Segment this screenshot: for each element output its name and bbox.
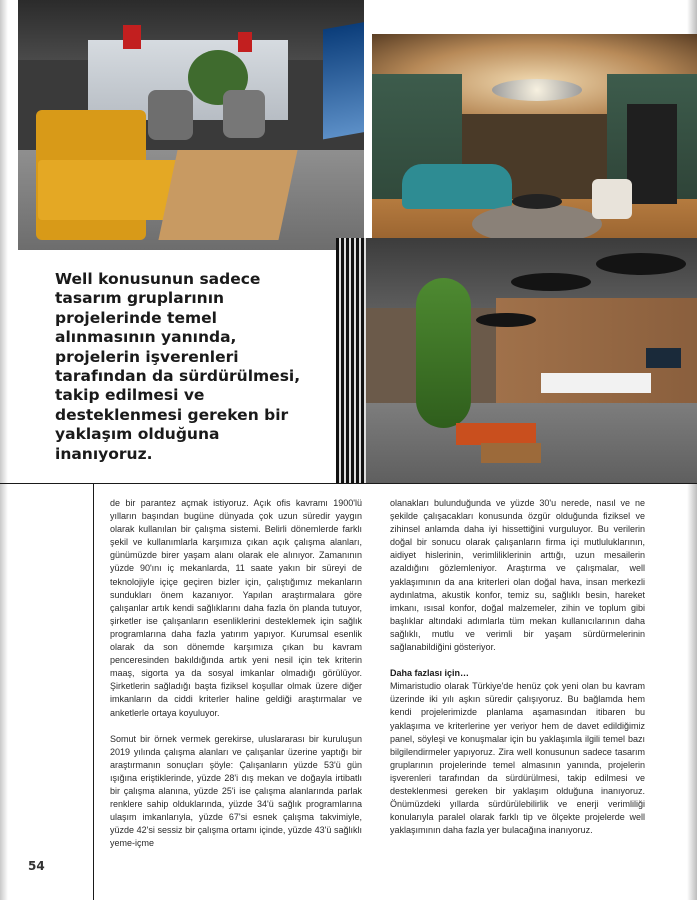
body-paragraph: de bir parantez açmak istiyoruz. Açık ofis kavramı 1900'lü yılların başından bugüne dünyada çok uzun süredir yaygın olarak kullanılan bir çalışma sistemi. Belirli dönemlerde farklı şekil ve kullanımlarla karşımıza çıkan açık çalışma alanları, günümüzde birer yaşam alanı olarak ele alınıyor. Zamanının yüzde 90'ını iç mekanlarda, 11 saate yakın bir süreyi de teknolojiyle içiçe geçiren bizler için, çalıştığımız mekanların sundukları önem kazanıyor. Yapılan araştırmalara göre çalışanlar artık kendi sağlıklarını daha fazla ön planda tutuyor, şirketler ise çalışanların esenliklerini desteklemek için sağlık programlarına daha fazla yatırım yapıyor. Kurumsal esenlik olarak da son dönemde karşımıza çıkan bu kavram penceresinden bakıldığında artık yeni nesil için tek kriterin maaş, sigorta ya da sosyal imkanlar olmadığı görülüyor. Şirketlerin sağladığı başta fiziksel koşullar olmak üzere diğer imkanların da ciddi kriterler haline geldiği araştırmalar ve anketlerle ortaya koyuluyor. [110, 498, 362, 718]
ceiling-disc [596, 253, 686, 275]
horizontal-divider [0, 483, 697, 484]
vertical-divider [93, 483, 94, 900]
ceiling-disc [476, 313, 536, 327]
wooden-table [158, 150, 297, 240]
striped-column [336, 238, 366, 483]
wall-screen [323, 21, 364, 140]
lounge-chair [223, 90, 265, 138]
body-paragraph: olanakları bulunduğunda ve yüzde 30'u nerede, nasıl ve ne şekilde çalışacakları konusunda özgür olduğunda fiziksel ve zihinsel anlamda daha iyi hissettiğini vurguluyor. Bu verilerin doğal bir sonucu olarak çalışanların firma içi mutluluklarının, aidiyet hislerinin, verimliliklerinin arttığı, uzun mesailerin azaldığını gözlemleniyor. Araştırma ve çalışmalar, well yaklaşımının da ana kriterleri olan doğal hava, insan merkezli aydınlatma, akustik konfor, temiz su, sağlıklı besin, hareket imkanı, ısısal konfor, doğal malzemeler, zihin ve toplum gibi başlıklar altındaki adımlarla tüm mekan kullanıcılarının daha sağlıklı, mutlu ve verimli bir yaşam sürdürmelerinin sağlanabildiğini gösteriyor. [390, 498, 645, 653]
body-paragraph: Somut bir örnek vermek gerekirse, uluslararası bir kuruluşun 2019 yılında çalışma alanları ve çalışanlar üzerine yaptığı bir araştırmanın sonuçları şöyle: Çalışanların yüzde 53'ü gün ışığına eriştiklerinde, yüzde 28'i dış mekan ve doğayla irtibatlı bir çalışma alanına, yüzde 25'i ise çalışma alanlarında parlak renklere sahip olduklarında, yüzde 34'ü sağlık programlarına ulaşım imkanlarıyla, yüzde 67'si esnek çalışma takvimiyle, yüzde 42'si sessiz bir çalışma ortamı içinde, yüzde 43'ü sağlıklı yeme-içme [110, 733, 362, 849]
green-wall-plant [416, 278, 471, 428]
shelf [627, 104, 677, 204]
right-text-column [390, 497, 645, 837]
round-lounge-photo [372, 34, 697, 258]
pendant-lamp [492, 79, 582, 101]
red-panel [238, 32, 252, 52]
white-table [541, 373, 651, 393]
teal-sofa [402, 164, 512, 209]
lounge-chair [592, 179, 632, 219]
office-lounge-photo [18, 0, 364, 250]
photo-gap [364, 0, 372, 34]
left-text-column [110, 497, 362, 850]
cafeteria-photo [336, 238, 697, 483]
ceiling-disc [511, 273, 591, 291]
wooden-bench [481, 443, 541, 463]
lounge-chair [148, 90, 193, 140]
pull-quote: Well konusunun sadece tasarım gruplarının projelerinde temel alınmasının yanında, projelerin işverenleri tarafından da sürdürülmesi, takip edilmesi ve desteklenmesi gereken bir yaklaşım olduğuna inanıyoruz. [55, 270, 301, 463]
red-panel [123, 25, 141, 49]
body-paragraph: Mimaristudio olarak Türkiye'de henüz çok yeni olan bu kavram üzerinde iki yılı aşkın süredir çalışıyoruz. Bu bağlamda hem kendi projelerimizde planlama aşamasından itibaren bu yaklaşıma ve kriterlerine yer veriyor hem de davet edildiğimiz panel, söyleşi ve konuşmalar için bu yaklaşımla ilgili temel bazı bilgilendirmeler yapıyoruz. Zira well konusunun sadece tasarım gruplarının projelerinde temel almasının yanında, projelerin işverenleri tarafından da sürdürülmesi, takip edilmesi ve desteklenmesi gereken bir yaklaşım olduğuna inanıyoruz. Önümüzdeki yıllarda sürdürülebilirlik ve enerji verimliliği konularıyla paralel olarak farklı tip ve ölçekte projelerde well yaklaşımının daha fazla yer bulacağına inanıyoruz. [390, 681, 645, 836]
page-gutter-shadow [0, 0, 8, 900]
coffee-table [512, 194, 562, 209]
wall-tv [646, 348, 681, 368]
orange-bench [456, 423, 536, 445]
page-number: 54 [28, 859, 45, 873]
section-subheading: Daha fazlası için… [390, 668, 470, 679]
